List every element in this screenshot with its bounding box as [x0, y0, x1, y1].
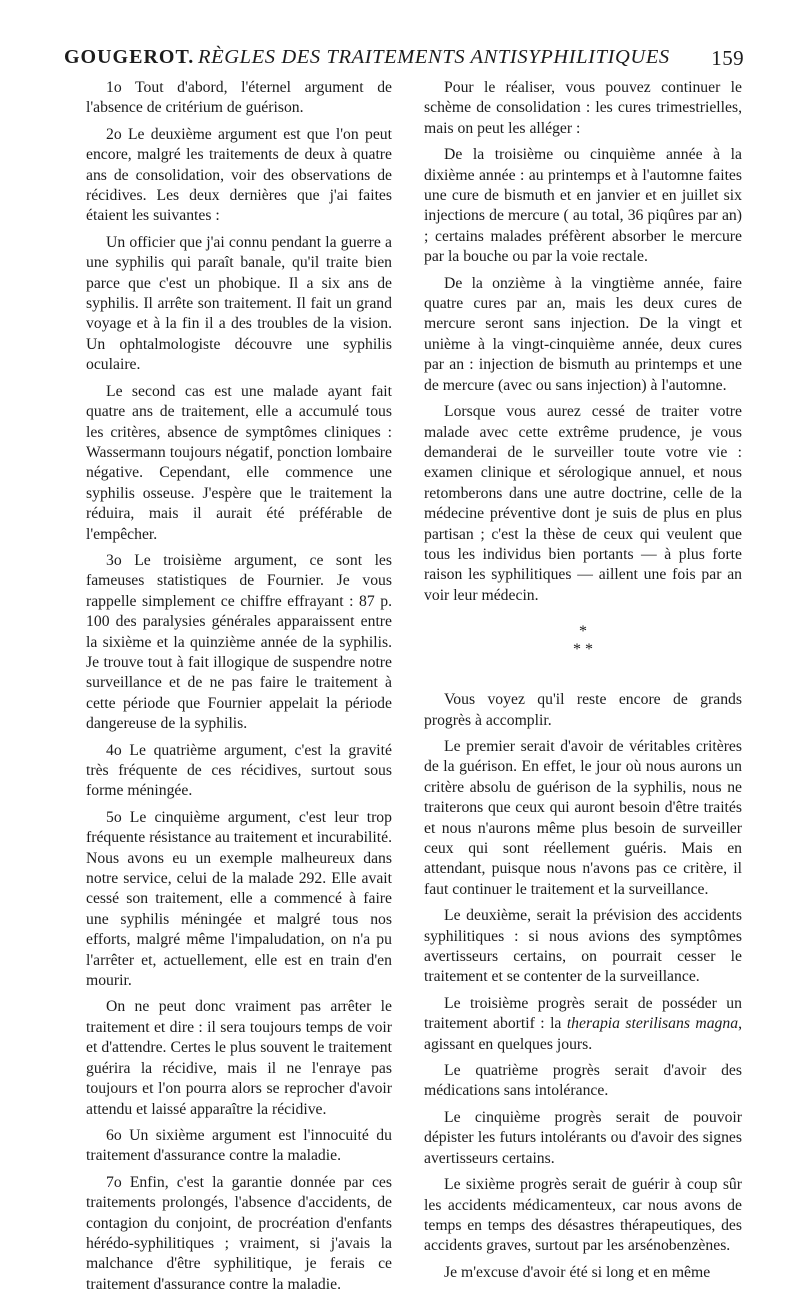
- paragraph: Lorsque vous aurez cessé de traiter votre malade avec cette extrême prudence, je vous demanderai de le surveiller toute votre vie : examen clinique et sérologique annuel, et nous retomberons dans une autre doctrine, celle de la médecine préventive dont je suis de plus en plus partisan ; c'est la thèse de ceux qui veulent que tous les individus bien portants — à plus forte raison les syphilitiques — aillent une fois par an voir leur médecin.: [424, 403, 742, 604]
- paragraph: 1o Tout d'abord, l'éternel argument de l'absence de critérium de guérison.: [86, 79, 392, 117]
- asterism-bottom: * *: [573, 641, 593, 659]
- paragraph: Un officier que j'ai connu pendant la guerre a une syphilis qui paraît banale, qu'il traite bien parce que c'est un phobique. Il a six ans de syphilis. Il arrête son traitement. Il fait un grand voyage et à la fin il a des troubles de la vision. Un ophtalmologiste découvre une syphilis oculaire.: [86, 233, 392, 374]
- paragraph: Le quatrième progrès serait d'avoir des médications sans intolérance.: [424, 1062, 742, 1100]
- left-column: [86, 78, 392, 1301]
- header-author: GOUGEROT.: [64, 46, 195, 68]
- paragraph: De la onzième à la vingtième année, faire quatre cures par an, mais les deux cures de mercure seront sans injection. De la vingt et unième à la vingt-cinquième année, deux cures par an : injection de bismuth au printemps et une de mercure (avec ou sans injection) à l'automne.: [424, 274, 742, 394]
- paragraph: On ne peut donc vraiment pas arrêter le traitement et dire : il sera toujours temps de voir et d'attendre. Certes le plus souvent le traitement guérira la récidive, mais il ne l'enraye pas toujours et l'on pourra alors se reprocher d'avoir attendu et laissé apparaître la récidive.: [86, 998, 392, 1118]
- paragraph: 4o Le quatrième argument, c'est la gravité très fréquente de ces récidives, surtout sous forme méningée.: [86, 741, 392, 800]
- running-head: [64, 42, 744, 72]
- page-number: 159: [711, 46, 744, 70]
- abortive-text-after: , agissant en quelques jours.: [424, 1015, 742, 1053]
- header-title: RÈGLES DES TRAITEMENTS ANTISYPHILITIQUES: [198, 46, 670, 68]
- abortive-text-before: Le troisième progrès serait de posséder un traitement abortif : la: [424, 994, 742, 1033]
- paragraph: Le deuxième, serait la prévision des accidents syphilitiques : si nous avions des symptômes avertisseurs certains, on pourrait cesser le traitement et se contenter de la surveillance.: [424, 907, 742, 986]
- section-break-asterism: [424, 623, 742, 659]
- paragraph: Le cinquième progrès serait de pouvoir dépister les futurs intolérants ou d'avoir des signes avertisseurs certains.: [424, 1108, 742, 1167]
- paragraph: Vous voyez qu'il reste encore de grands progrès à accomplir.: [424, 691, 742, 729]
- paragraph: 7o Enfin, c'est la garantie donnée par ces traitements prolongés, l'absence d'accidents, de contagion du conjoint, de procréation d'enfants hérédo-syphilitiques ; vraiment, si j'avais la malchance d'être syphilitique, je ferais ce traitement d'assurance contre la maladie.: [86, 1173, 392, 1293]
- paragraph: Le premier serait d'avoir de véritables critères de la guérison. En effet, le jour où nous aurons un critère absolu de guérison de la syphilis, nous ne traiterons que ceux qui auront besoin d'être traités et nous n'aurons même plus besoin de surveiller ceux qui sont réellement guéris. Mais en attendant, puisque nous n'avons pas ce critère, il faut continuer le traitement et la surveillance.: [424, 737, 742, 898]
- abortive-latin-term: therapia sterilisans magna: [566, 1015, 739, 1033]
- paragraph-abortive: [424, 994, 742, 1055]
- paragraph: 6o Un sixième argument est l'innocuité du traitement d'assurance contre la maladie.: [86, 1126, 392, 1165]
- paragraph: 5o Le cinquième argument, c'est leur trop fréquente résistance au traitement et incurabilité. Nous avons eu un exemple malheureux dans notre service, celui de la malade 292. Elle avait cessé son traitement, elle a commencé à faire une syphilis méningée et malgré tous nos efforts, malgré même l'impaludation, on n'a pu l'arrêter et, actuellement, elle est en train d'en mourir.: [86, 808, 392, 990]
- paragraph: Pour le réaliser, vous pouvez continuer le schème de consolidation : les cures trimestrielles, mais on peut les alléger :: [424, 79, 742, 137]
- paragraph: Je m'excuse d'avoir été si long et en même: [444, 1263, 711, 1281]
- paragraph: 2o Le deuxième argument est que l'on peut encore, malgré les traitements de deux à quatre ans de consolidation, voir des observations de récidives. Les deux dernières que j'ai faites étaient les suivantes :: [86, 125, 392, 225]
- asterism-top: *: [579, 623, 587, 641]
- paragraph: De la troisième ou cinquième année à la dixième année : au printemps et à l'automne faites une cure de bismuth et en janvier et en juillet six injections de mercure ( au total, 36 piqûres par an) ; certains malades préfèrent absorber le mercure par la bouche ou par la voie rectale.: [424, 146, 742, 266]
- right-column: [424, 78, 742, 1289]
- paragraph: Le second cas est une malade ayant fait quatre ans de traitement, elle a accumulé tous les critères, absence de symptômes cliniques : Wassermann toujours négatif, ponction lombaire négative. Cependant, elle commence une syphilis osseuse. J'espère que le traitement la réduira, mais il aurait été préférable de l'empêcher.: [86, 382, 392, 543]
- paragraph: Le sixième progrès serait de guérir à coup sûr les accidents médicamenteux, car nous avons de temps en temps des désastres thérapeutiques, des accidents graves, surtout par les arsénobenzènes.: [424, 1176, 742, 1255]
- paragraph: 3o Le troisième argument, ce sont les fameuses statistiques de Fournier. Je vous rappelle simplement ce chiffre effrayant : 87 p. 100 des paralysies générales apparaissent entre la sixième et la quinzième année de la syphilis. Je trouve tout à fait illogique de suspendre notre surveillance et de ne pas faire le traitement à cette période que Fournier appelait la période dangereuse de la syphilis.: [86, 551, 392, 733]
